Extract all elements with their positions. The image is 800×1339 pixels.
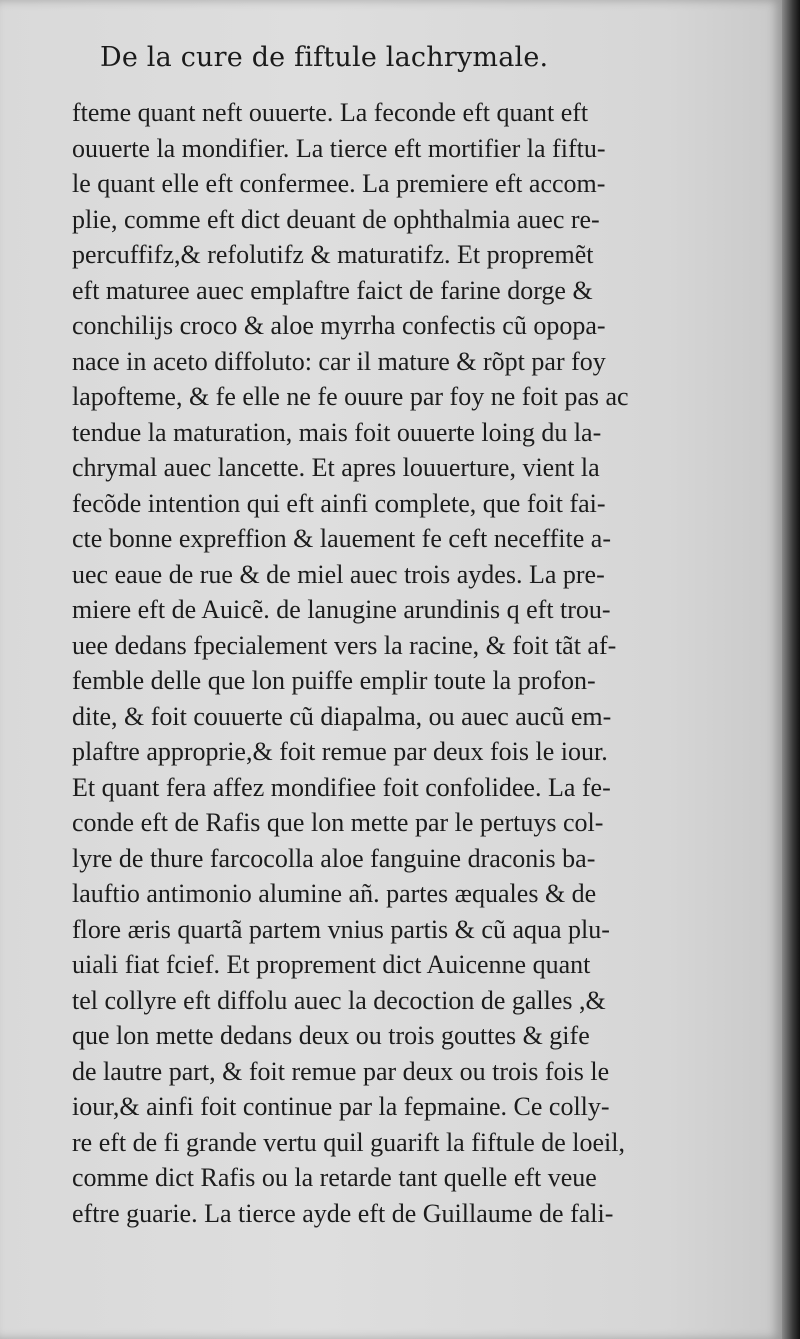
text-line: de lautre part, & foit remue par deux ou trois fois le: [72, 1056, 610, 1086]
text-line: lapofteme, & fe elle ne fe ouure par foy ne foit pas ac: [72, 382, 629, 411]
text-line: Et quant fera affez mondifiee foit confolidee. La fe-: [72, 772, 611, 802]
text-line: tel collyre eft diffolu auec la decoction de galles ,&: [72, 985, 606, 1015]
text-line: miere eft de Auicẽ. de lanugine arundinis q eft trou-: [72, 595, 611, 624]
text-line: eftre guarie. La tierce ayde eft de Guillaume de fali-: [72, 1198, 614, 1228]
text-line: femble delle que lon puiffe emplir toute la profon-: [72, 666, 596, 695]
text-line: re eft de fi grande vertu quil guarift la fiftule de loeil,: [72, 1127, 625, 1157]
text-line: tendue la maturation, mais foit ouuerte loing du la-: [72, 417, 602, 447]
text-line: fecõde intention qui eft ainfi complete, que foit fai-: [72, 488, 606, 518]
text-line: fteme quant neft ouuerte. La feconde eft quant eft: [72, 98, 589, 127]
text-line: uee dedans fpecialement vers la racine, & foit tãt af-: [72, 630, 617, 660]
text-line: conchilijs croco & aloe myrrha confectis cũ opopa-: [72, 311, 606, 340]
text-line: nace in aceto diffoluto: car il mature & rõpt par foy: [72, 346, 606, 376]
text-line: percuffifz,& refolutifz & maturatifz. Et propremẽt: [72, 240, 594, 269]
running-title: De la cure de fiftule lachrymale.: [100, 42, 549, 73]
text-line: conde eft de Rafis que lon mette par le pertuys col-: [72, 808, 604, 837]
text-line: eft maturee auec emplaftre faict de farine dorge &: [72, 275, 593, 305]
text-line: le quant elle eft confermee. La premiere eft accom-: [72, 169, 606, 198]
body-text: [72, 95, 752, 1231]
text-line: cte bonne expreffion & lauement fe ceft neceffite a-: [72, 524, 611, 553]
text-line: que lon mette dedans deux ou trois gouttes & gife: [72, 1021, 590, 1050]
text-line: uec eaue de rue & de miel auec trois aydes. La pre-: [72, 559, 605, 589]
text-line: dite, & foit couuerte cũ diapalma, ou auec aucũ em-: [72, 701, 612, 731]
text-line: plaftre approprie,& foit remue par deux fois le iour.: [72, 737, 608, 766]
text-line: chrymal auec lancette. Et apres louuerture, vient la: [72, 453, 600, 482]
text-line: lyre de thure farcocolla aloe fanguine draconis ba-: [72, 843, 596, 873]
text-line: flore æris quartã partem vnius partis & cũ aqua plu-: [72, 914, 610, 944]
text-line: comme dict Rafis ou la retarde tant quelle eft veue: [72, 1163, 597, 1192]
text-line: lauftio antimonio alumine añ. partes æquales & de: [72, 879, 597, 908]
text-line: iour,& ainfi foit continue par la fepmaine. Ce colly-: [72, 1092, 610, 1121]
text-line: plie, comme eft dict deuant de ophthalmia auec re-: [72, 204, 600, 234]
text-line: ouuerte la mondifier. La tierce eft mortifier la fiftu-: [72, 133, 606, 163]
page-edge-shadow: [782, 0, 800, 1339]
text-line: uiali fiat fcief. Et proprement dict Auicenne quant: [72, 950, 591, 979]
